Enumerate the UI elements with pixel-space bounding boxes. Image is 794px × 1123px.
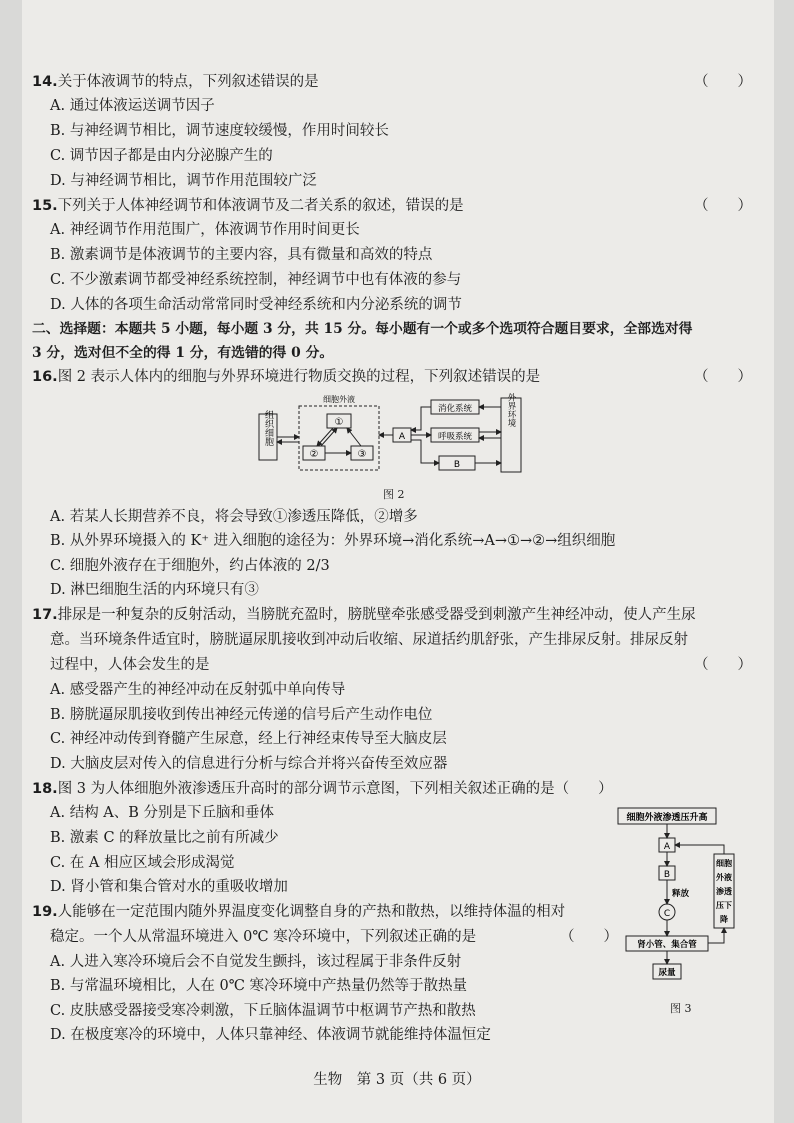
figure-2-caption: 图 2 (383, 488, 405, 501)
osmotic-drop-line-1: 细胞 (716, 859, 732, 868)
q17-option-d: D. 大脑皮层对传入的信息进行分析与综合并将兴奋传至效应器 (50, 756, 448, 772)
q16-option-d: D. 淋巴细胞生活的内环境只有③ (50, 582, 259, 598)
node-b-label: B (453, 460, 461, 470)
q16-number: 16. (32, 369, 58, 385)
page-footer: 生物 第 3 页（共 6 页） (313, 1072, 481, 1088)
tissue-cell-label: 组织细胞 (263, 410, 273, 446)
q18-number: 18. (32, 781, 58, 797)
osmotic-drop-line-4: 压下 (716, 901, 732, 910)
respiratory-system-label: 呼吸系统 (437, 432, 473, 442)
node-a-label: A (398, 432, 406, 442)
q16-option-c: C. 细胞外液存在于细胞外，约占体液的 2/3 (50, 558, 330, 574)
q15-number: 15. (32, 198, 58, 214)
q14-number: 14. (32, 74, 58, 90)
q19-option-c: C. 皮肤感受器接受寒冷刺激，下丘脑体温调节中枢调节产热和散热 (50, 1003, 476, 1019)
q14-option-d: D. 与神经调节相比，调节作用范围较广泛 (50, 173, 317, 189)
osmotic-rise-label: 细胞外液渗透压升高 (626, 813, 708, 823)
q16-option-b: B. 从外界环境摄入的 K⁺ 进入细胞的途径为：外界环境→消化系统→A→①→②→组织细胞 (50, 533, 616, 549)
q14-stem (32, 73, 319, 91)
digestive-system-label: 消化系统 (437, 404, 473, 414)
external-environment-label: 外界环境 (506, 393, 516, 427)
osmotic-drop-line-5: 降 (720, 915, 728, 924)
q15-option-c: C. 不少激素调节都受神经系统控制，神经调节中也有体液的参与 (50, 272, 462, 288)
q19-answer-paren: （ ） (560, 929, 618, 945)
figure-3-caption: 图 3 (670, 1002, 692, 1015)
q17-stem-line1 (32, 606, 696, 624)
q15-stem (32, 197, 464, 215)
q19-text-1: 人能够在一定范围内随外界温度变化调整自身的产热和散热，以维持体温的相对 (57, 904, 566, 920)
q15-option-a: A. 神经调节作用范围广，体液调节作用时间更长 (50, 222, 360, 238)
q19-option-a: A. 人进入寒冷环境后会不自觉发生颤抖，该过程属于非条件反射 (50, 954, 462, 970)
figure-2-diagram (255, 392, 545, 484)
structure-b-label: B (663, 870, 671, 880)
q17-answer-paren: （ ） (694, 657, 752, 673)
section-2-header-line2: 3 分，选对但不全的得 1 分，有选错的得 0 分。 (32, 345, 334, 361)
q17-number: 17. (32, 607, 58, 623)
q14-answer-paren: （ ） (694, 74, 752, 90)
q14-option-b: B. 与神经调节相比，调节速度较缓慢，作用时间较长 (50, 123, 389, 139)
q14-option-a: A. 通过体液运送调节因子 (50, 98, 215, 114)
extracellular-fluid-label: 细胞外液 (323, 395, 355, 404)
node-1-label: ① (334, 417, 344, 428)
q15-answer-paren: （ ） (694, 198, 752, 214)
osmotic-drop-line-3: 渗透 (716, 887, 732, 896)
q18-option-a: A. 结构 A、B 分别是下丘脑和垂体 (50, 805, 275, 821)
q17-option-c: C. 神经冲动传到脊髓产生尿意，经上行神经束传导至大脑皮层 (50, 731, 447, 747)
q14-text: 关于体液调节的特点，下列叙述错误的是 (57, 74, 319, 90)
q18-text: 图 3 为人体细胞外液渗透压升高时的部分调节示意图，下列相关叙述正确的是（ ） (57, 781, 613, 797)
q17-option-b: B. 膀胱逼尿肌接收到传出神经元传递的信号后产生动作电位 (50, 707, 433, 723)
q17-text-1: 排尿是一种复杂的反射活动，当膀胱充盈时，膀胱壁牵张感受器受到刺激产生神经冲动，使人产生尿 (57, 607, 696, 623)
q15-text: 下列关于人体神经调节和体液调节及二者关系的叙述，错误的是 (57, 198, 464, 214)
q16-text: 图 2 表示人体内的细胞与外界环境进行物质交换的过程，下列叙述错误的是 (57, 369, 541, 385)
q19-stem-line2: 稳定。一个人从常温环境进入 0℃ 寒冷环境中，下列叙述正确的是 (50, 929, 477, 945)
q16-stem (32, 368, 540, 386)
urine-volume-label: 尿量 (658, 968, 676, 978)
q16-option-a: A. 若某人长期营养不良，将会导致①渗透压降低，②增多 (50, 509, 418, 525)
kidney-tubule-label: 肾小管、集合管 (637, 940, 697, 950)
q14-option-c: C. 调节因子都是由内分泌腺产生的 (50, 148, 273, 164)
node-2-label: ② (309, 449, 319, 460)
q19-option-d: D. 在极度寒冷的环境中，人体只靠神经、体液调节就能维持体温恒定 (50, 1027, 491, 1043)
release-label: 释放 (672, 889, 690, 899)
q15-option-d: D. 人体的各项生命活动常常同时受神经系统和内分泌系统的调节 (50, 297, 462, 313)
q18-option-d: D. 肾小管和集合管对水的重吸收增加 (50, 879, 288, 895)
q18-option-b: B. 激素 C 的释放量比之前有所减少 (50, 830, 279, 846)
node-3-label: ③ (357, 449, 367, 460)
q18-option-c: C. 在 A 相应区域会形成渴觉 (50, 855, 235, 871)
q19-stem-line1 (32, 903, 565, 921)
q17-stem-line3: 过程中，人体会发生的是 (50, 657, 210, 673)
structure-a-label: A (663, 842, 671, 852)
section-2-header-line1: 二、选择题：本题共 5 小题，每小题 3 分，共 15 分。每小题有一个或多个选项符合题目要求，全部选对得 (32, 321, 693, 337)
q19-option-b: B. 与常温环境相比，人在 0℃ 寒冷环境中产热量仍然等于散热量 (50, 978, 468, 994)
q18-stem (32, 780, 613, 798)
q15-option-b: B. 激素调节是体液调节的主要内容，具有微量和高效的特点 (50, 247, 433, 263)
q17-stem-line2: 意。当环境条件适宜时，膀胱逼尿肌接收到冲动后收缩、尿道括约肌舒张，产生排尿反射。排尿反射 (50, 632, 688, 648)
figure-3-diagram (616, 806, 736, 992)
q17-option-a: A. 感受器产生的神经冲动在反射弧中单向传导 (50, 682, 346, 698)
hormone-c-label: C (663, 909, 671, 919)
q19-number: 19. (32, 904, 58, 920)
osmotic-drop-line-2: 外液 (716, 873, 732, 882)
q16-answer-paren: （ ） (694, 369, 752, 385)
